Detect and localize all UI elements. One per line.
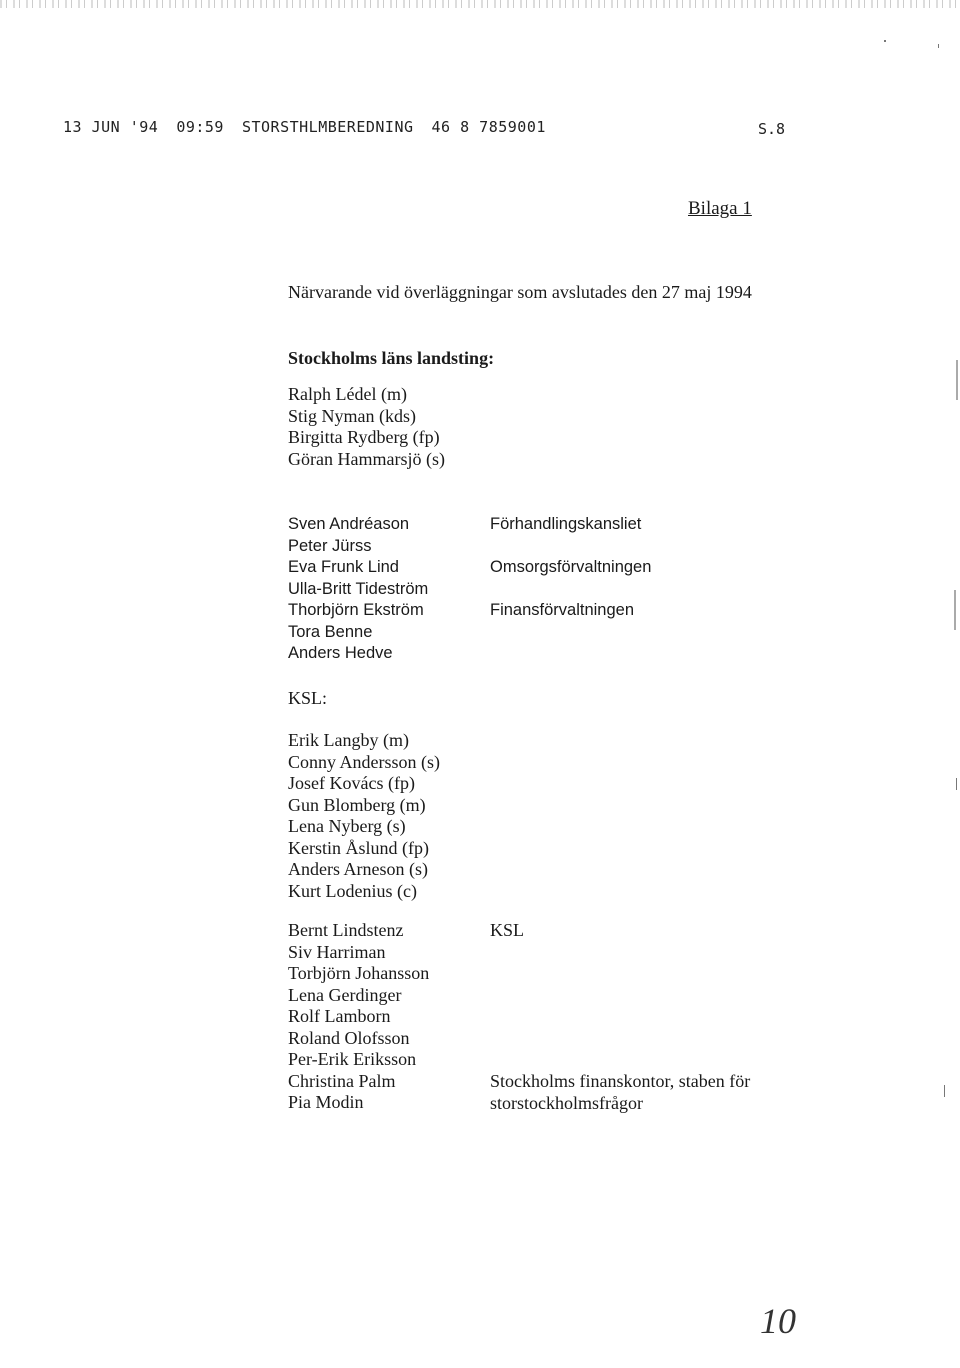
list-item: Roland Olofsson [288, 1027, 410, 1048]
list-item: Conny Andersson (s) [288, 751, 440, 772]
list-item: Sven Andréason [288, 515, 410, 533]
ksl-members [288, 730, 440, 902]
list-item: Stig Nyman (kds) [288, 405, 416, 426]
list-item: Anders Arneson (s) [288, 859, 428, 879]
org-label: storstockholmsfrågor [490, 1092, 643, 1113]
landsting-heading: Stockholms läns landsting: [288, 348, 495, 368]
list-item: Tora Benne [288, 622, 373, 641]
list-item: Per-Erik Eriksson [288, 1049, 417, 1069]
ksl-finans-label [490, 1071, 750, 1114]
list-item: Kurt Lodenius (c) [288, 880, 417, 901]
list-item: Torbjörn Johansson [288, 963, 430, 983]
ksl-org-label [490, 920, 524, 942]
list-item: Bernt Lindstenz [288, 920, 404, 940]
scan-speck [884, 40, 886, 42]
landsting-offices [490, 514, 651, 622]
office-label: Förhandlingskansliet [490, 515, 642, 533]
list-item: Rolf Lamborn [288, 1006, 391, 1026]
list-item: Josef Kovács (fp) [288, 773, 415, 793]
list-item: Ulla-Britt Tideström [288, 579, 429, 598]
list-item: Kerstin Åslund (fp) [288, 837, 429, 858]
list-item: Pia Modin [288, 1092, 364, 1112]
fax-time: 09:59 [176, 118, 224, 136]
fax-number: 46 8 7859001 [431, 118, 546, 136]
fax-header [63, 118, 564, 136]
org-label: Stockholms finanskontor, staben för [490, 1071, 751, 1091]
scan-speck [938, 44, 939, 48]
appendix-title: Bilaga 1 [688, 198, 752, 219]
org-label: KSL [490, 920, 525, 940]
fax-sender: STORSTHLMBEREDNING [241, 118, 414, 136]
scan-noise [0, 0, 960, 8]
handwritten-page-mark: 10 [760, 1301, 796, 1341]
scan-speck [944, 1085, 945, 1097]
office-label: Omsorgsförvaltningen [490, 558, 652, 576]
list-item: Anders Hedve [288, 644, 393, 662]
list-item: Lena Nyberg (s) [288, 816, 406, 836]
scan-speck [956, 778, 957, 790]
scan-speck [956, 360, 958, 400]
ksl-staff [288, 920, 429, 1114]
list-item: Siv Harriman [288, 941, 386, 962]
landsting-staff [288, 514, 428, 665]
landsting-members [288, 384, 445, 470]
list-item: Christina Palm [288, 1070, 396, 1091]
intro-line: Närvarande vid överläggningar som avslutades den 27 maj 1994 [288, 282, 752, 302]
list-item: Thorbjörn Ekström [288, 601, 424, 619]
office-label: Finansförvaltningen [490, 601, 635, 619]
list-item: Gun Blomberg (m) [288, 794, 426, 815]
scan-speck [954, 590, 956, 630]
list-item: Lena Gerdinger [288, 984, 402, 1005]
list-item: Birgitta Rydberg (fp) [288, 427, 440, 447]
list-item: Erik Langby (m) [288, 730, 409, 750]
list-item: Göran Hammarsjö (s) [288, 448, 445, 469]
ksl-heading: KSL: [288, 688, 328, 708]
list-item: Peter Jürss [288, 536, 372, 555]
fax-date: 13 JUN '94 [63, 118, 159, 136]
list-item: Ralph Lédel (m) [288, 384, 407, 404]
list-item: Eva Frunk Lind [288, 558, 399, 576]
fax-page-number: S.8 [758, 120, 786, 138]
